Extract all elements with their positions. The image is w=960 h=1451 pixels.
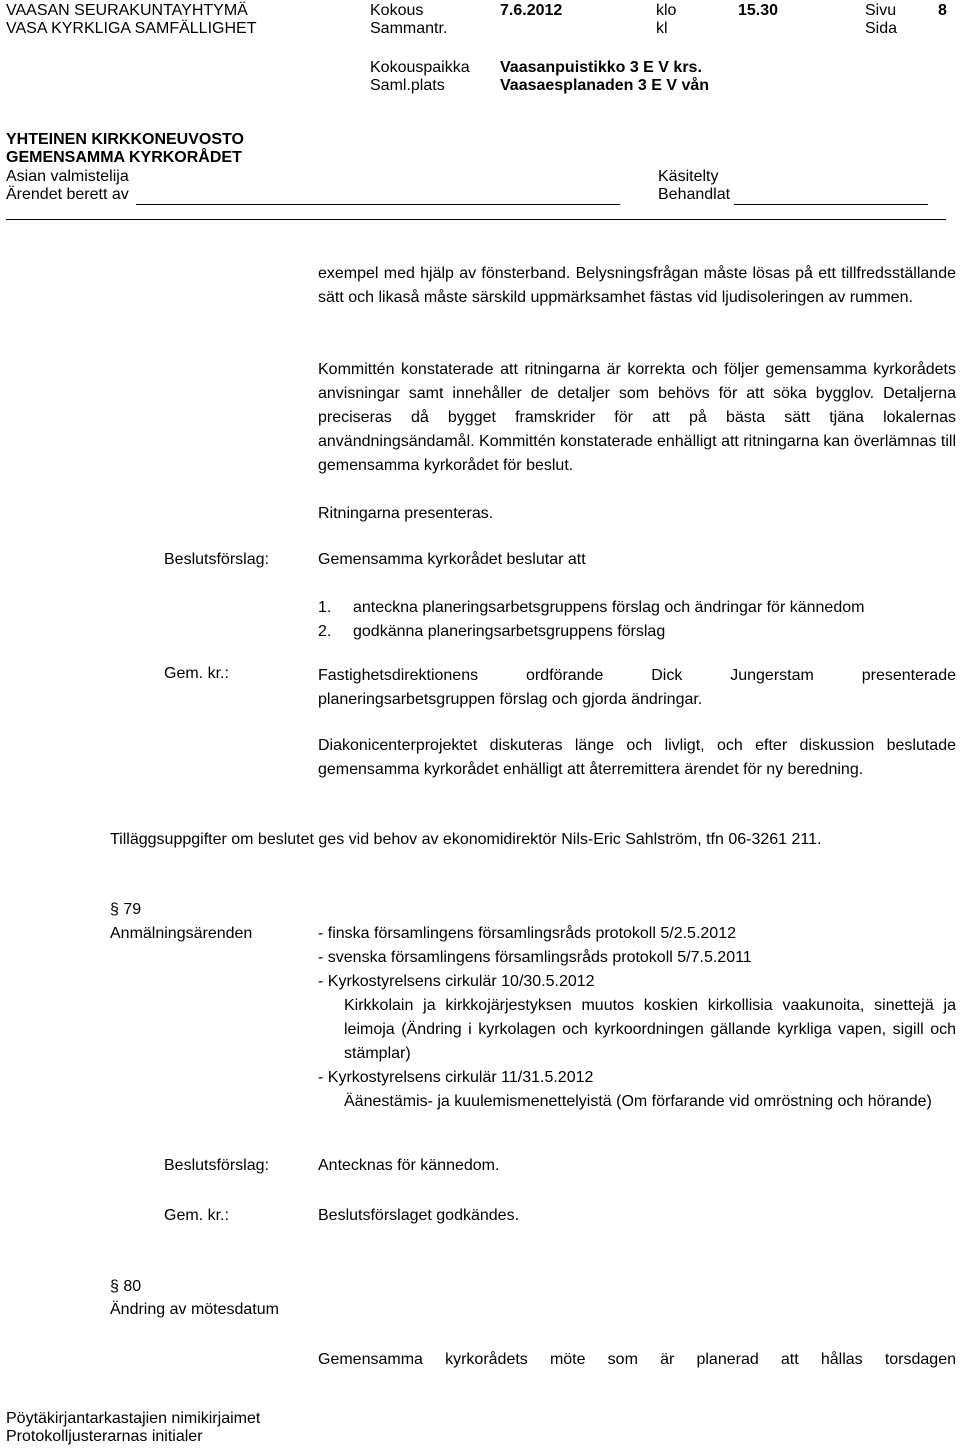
section-79-item4-detail: Äänestämis- ja kuulemismenettelyistä (Om förfarande vid omröstning och hörande) [344,1093,932,1110]
header-divider [6,219,946,220]
meeting-time: 15.30 [738,2,779,19]
info-line: Tilläggsuppgifter om beslutet ges vid behov av ekonomidirektör Nils-Eric Sahlström, tfn 06-3261 211. [110,831,822,848]
section-79-items [318,922,752,994]
list-item [318,620,864,644]
handled-label-fi: Käsitelty [658,168,719,185]
section-79-item4: - Kyrkostyrelsens cirkulär 11/31.5.2012 [318,1069,594,1086]
proposal-text: Gemensamma kyrkorådet beslutar att [318,551,586,568]
preparer-line [136,204,620,205]
list-item-text: anteckna planeringsarbetsgruppens förslag och ändringar för kännedom [353,599,865,616]
org-name-fi: VAASAN SEURAKUNTAYHTYMÄ [6,2,248,19]
meeting-date: 7.6.2012 [500,2,563,19]
place-label-fi: Kokouspaikka [370,59,470,76]
paragraph-drawings: Ritningarna presenteras. [318,505,494,522]
list-item: - Kyrkostyrelsens cirkulär 10/30.5.2012 [318,973,595,990]
section-79-proposal-label: Beslutsförslag: [164,1157,269,1174]
footer-line-sv: Protokolljusterarnas initialer [6,1428,203,1445]
footer-line-fi: Pöytäkirjantarkastajien nimikirjaimet [6,1410,261,1427]
gemkr-paragraph-1: Fastighetsdirektionens ordförande Dick Jungerstam presenterade planeringsarbetsgruppen förslag och gjorda ändringar. [318,667,956,708]
section-79-gemkr-label: Gem. kr.: [164,1207,229,1224]
list-item [318,596,864,620]
proposal-label: Beslutsförslag: [164,551,269,568]
place-label-sv: Saml.plats [370,77,445,94]
list-item-number: 2. [318,623,332,640]
list-item: - finska församlingens församlingsråds protokoll 5/2.5.2012 [318,925,736,942]
section-80-text: Gemensamma kyrkorådets möte som är planerad att hållas torsdagen [318,1351,956,1368]
council-name-fi: YHTEINEN KIRKKONEUVOSTO [6,131,244,148]
org-name-sv: VASA KYRKLIGA SAMFÄLLIGHET [6,20,257,37]
handled-line [734,204,928,205]
preparer-label-sv: Ärendet berett av [6,186,129,203]
gemkr-paragraph-2: Diakonicenterprojektet diskuteras länge och livligt, och efter diskussion beslutade gemensamma kyrkorådet enhälligt att återremittera ärendet för ny beredning. [318,737,956,778]
section-79-title: Anmälningsärenden [110,925,253,942]
page-label-sv: Sida [865,20,898,37]
handled-label-sv: Behandlat [658,186,731,203]
section-80-number: § 80 [110,1278,142,1295]
paragraph-intro: exempel med hjälp av fönsterband. Belysningsfrågan måste lösas på ett tillfredsställande sätt och likaså måste särskild uppmärksamhet fästas vid ljudisoleringen av rummen. [318,265,956,306]
gemkr-label: Gem. kr.: [164,665,229,682]
time-label-sv: kl [656,20,668,37]
section-79-number: § 79 [110,901,142,918]
section-80-title: Ändring av mötesdatum [110,1301,279,1318]
meeting-label-sv: Sammantr. [370,20,448,37]
paragraph-committee: Kommittén konstaterade att ritningarna är korrekta och följer gemensamma kyrkorådets anvisningar samt innehåller de detaljer som behövs för att söka bygglov. Detaljerna preciseras då bygget framskrider för att på bästa sätt tjäna lokalernas användningsändamål. Kommittén konstaterade enhälligt att ritningarna kan överlämnas till gemensamma kyrkorådet för beslut. [318,361,956,474]
section-79-gemkr-text: Beslutsförslaget godkändes. [318,1207,520,1224]
page-label-fi: Sivu [865,2,897,19]
list-item-text: godkänna planeringsarbetsgruppens förslag [353,623,666,640]
council-name-sv: GEMENSAMMA KYRKORÅDET [6,149,242,166]
section-79-item3-detail: Kirkkolain ja kirkkojärjestyksen muutos koskien kirkollisia vaakunoita, sinettejä ja leimoja (Ändring i kyrkolagen och kyrkoordningen gällande kyrkliga vapen, sigill och stämplar) [344,997,956,1062]
meeting-label-fi: Kokous [370,2,424,19]
proposal-list [318,596,864,644]
time-label-fi: klo [656,2,677,19]
page-number: 8 [938,2,947,19]
preparer-label-fi: Asian valmistelija [6,168,129,185]
section-79-proposal-text: Antecknas för kännedom. [318,1157,500,1174]
list-item-number: 1. [318,599,332,616]
list-item: - svenska församlingens församlingsråds protokoll 5/7.5.2011 [318,949,752,966]
place-fi: Vaasanpuistikko 3 E V krs. [500,59,702,76]
place-sv: Vaasaesplanaden 3 E V vån [500,77,710,94]
